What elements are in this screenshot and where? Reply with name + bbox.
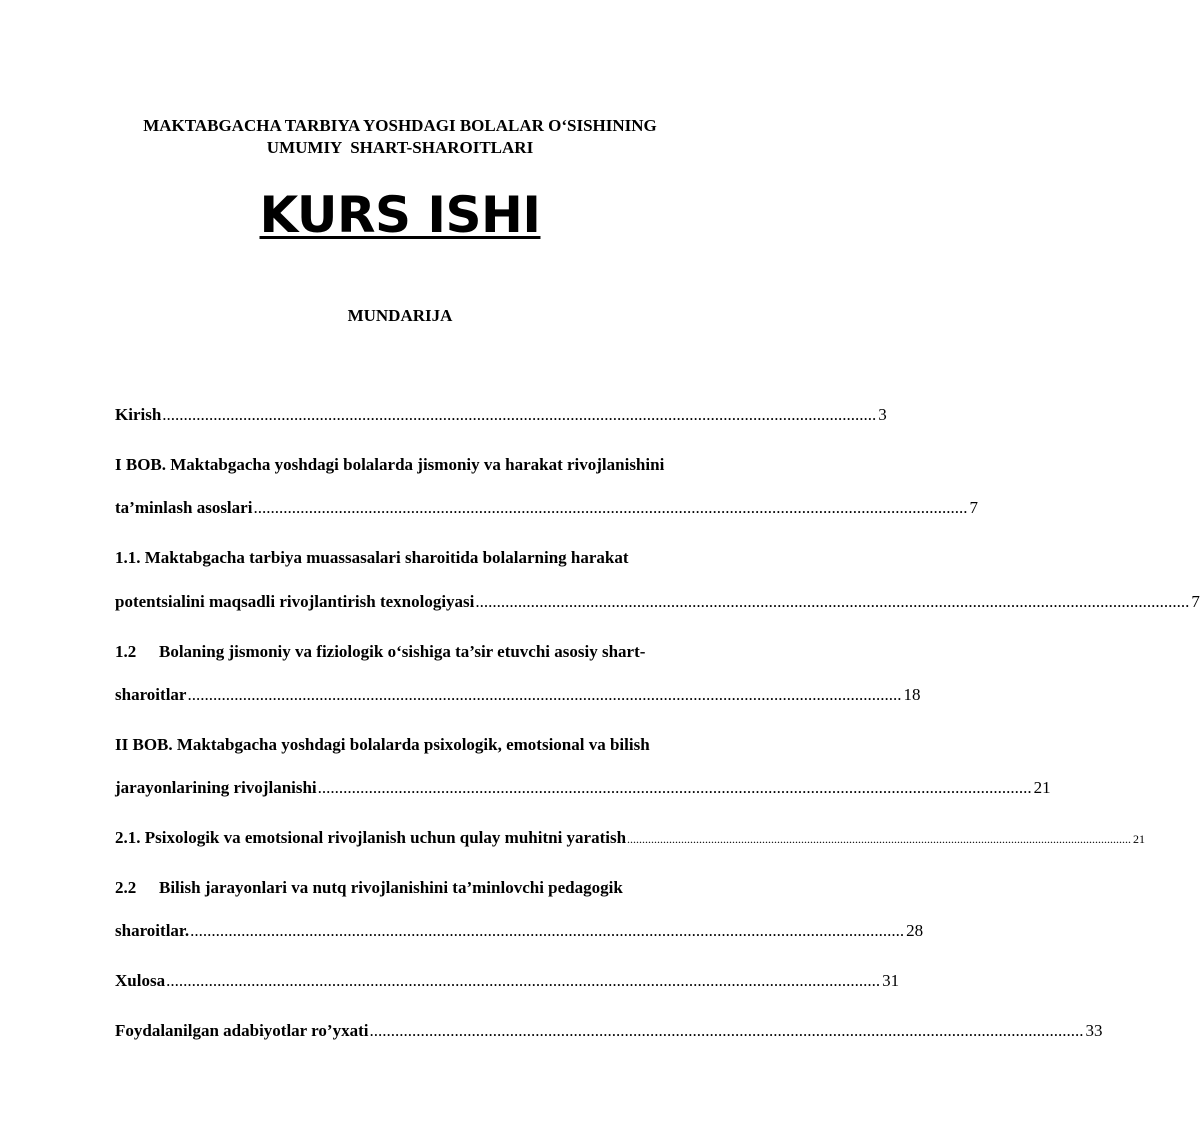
toc-leader-dots: ........................................................................................................................................................................	[190, 921, 905, 940]
toc-entry-xulosa[interactable]	[115, 969, 900, 993]
toc-page-number: 21	[1033, 778, 1051, 797]
topic-title-line-1: MAKTABGACHA TARBIYA YOSHDAGI BOLALAR O‘SISHINING	[143, 116, 657, 135]
toc-leader-dots: ........................................................................................................................................................................	[627, 832, 1132, 846]
toc-leader-dots: ........................................................................................................................................................................	[253, 498, 968, 517]
toc-page-number: 18	[903, 685, 921, 704]
toc-entry-bob1-line2[interactable]	[115, 496, 978, 520]
toc-entry-1-2-line1[interactable]	[115, 640, 742, 664]
toc-entry-text: jarayonlarining rivojlanishi	[115, 778, 317, 797]
toc-title: MUNDARIJA	[347, 306, 453, 325]
toc-entry-text: Xulosa	[115, 971, 166, 990]
toc-entry-bob1-line1[interactable]	[115, 453, 742, 477]
toc-page-number: 31	[882, 971, 900, 990]
toc-entry-text: Foydalanilgan adabiyotlar ro’yxati	[115, 1021, 369, 1040]
toc-entry-text: 2.1. Psixologik va emotsional rivojlanish uchun qulay muhitni yaratish	[115, 828, 627, 847]
toc-leader-dots: ........................................................................................................................................................................	[475, 592, 1190, 611]
toc-leader-dots: ........................................................................................................................................................................	[317, 778, 1032, 797]
toc-entry-text: Bilish jarayonlari va nutq rivojlanishini ta’minlovchi pedagogik	[159, 878, 623, 897]
topic-title-line-2: UMUMIY SHART-SHAROITLARI	[266, 138, 534, 157]
toc-entry-2-2-line2[interactable]	[115, 919, 924, 943]
toc-entry-text: potentsialini maqsadli rivojlantirish texnologiyasi	[115, 592, 475, 611]
toc-leader-dots: ........................................................................................................................................................................	[187, 685, 902, 704]
toc-entry-number: 1.2	[115, 642, 137, 661]
topic-title	[100, 115, 700, 159]
toc-entry-text: ta’minlash asoslari	[115, 498, 253, 517]
toc-leader-dots: ........................................................................................................................................................................	[166, 971, 881, 990]
toc-entry-text: sharoitlar	[115, 685, 187, 704]
toc-page-number: 7	[1191, 592, 1200, 611]
toc-entry-1-1-line1[interactable]	[115, 546, 742, 570]
document-type-label: KURS ISHI	[259, 186, 541, 244]
toc-entry-text: II BOB. Maktabgacha yoshdagi bolalarda psixologik, emotsional va bilish	[115, 735, 650, 754]
toc-entry-bob2-line1[interactable]	[115, 733, 742, 757]
toc-entry-text: sharoitlar.	[115, 921, 190, 940]
toc-entry-1-2-line2[interactable]	[115, 683, 921, 707]
document-type-heading	[0, 183, 800, 247]
toc-entry-text: Bolaning jismoniy va fiziologik o‘sishiga ta’sir etuvchi asosiy shart-	[159, 642, 646, 661]
toc-entry-2-1[interactable]	[115, 826, 1146, 850]
toc-page-number: 33	[1085, 1021, 1103, 1040]
toc-page-number: 28	[906, 921, 924, 940]
toc-entry-1-1-line2[interactable]	[115, 590, 1200, 614]
toc-leader-dots: ........................................................................................................................................................................	[369, 1021, 1084, 1040]
toc-entry-heading	[115, 876, 623, 900]
toc-entry-text: Kirish	[115, 405, 162, 424]
toc-entry-2-2-line1[interactable]	[115, 876, 742, 900]
toc-entry-text: 1.1. Maktabgacha tarbiya muassasalari sharoitida bolalarning harakat	[115, 548, 629, 567]
toc-leader-dots: ........................................................................................................................................................................	[162, 405, 877, 424]
toc-entry-text: I BOB. Maktabgacha yoshdagi bolalarda jismoniy va harakat rivojlanishini	[115, 455, 665, 474]
toc-page-number: 21	[1133, 832, 1146, 846]
toc-page-number: 7	[969, 498, 978, 517]
toc-entry-bob2-line2[interactable]	[115, 776, 1051, 800]
toc-entry-heading	[115, 640, 645, 664]
toc-entry-kirish[interactable]	[115, 403, 887, 427]
toc-entry-number: 2.2	[115, 878, 137, 897]
toc-entry-adabiyotlar[interactable]	[115, 1019, 1103, 1043]
toc-page-number: 3	[878, 405, 887, 424]
